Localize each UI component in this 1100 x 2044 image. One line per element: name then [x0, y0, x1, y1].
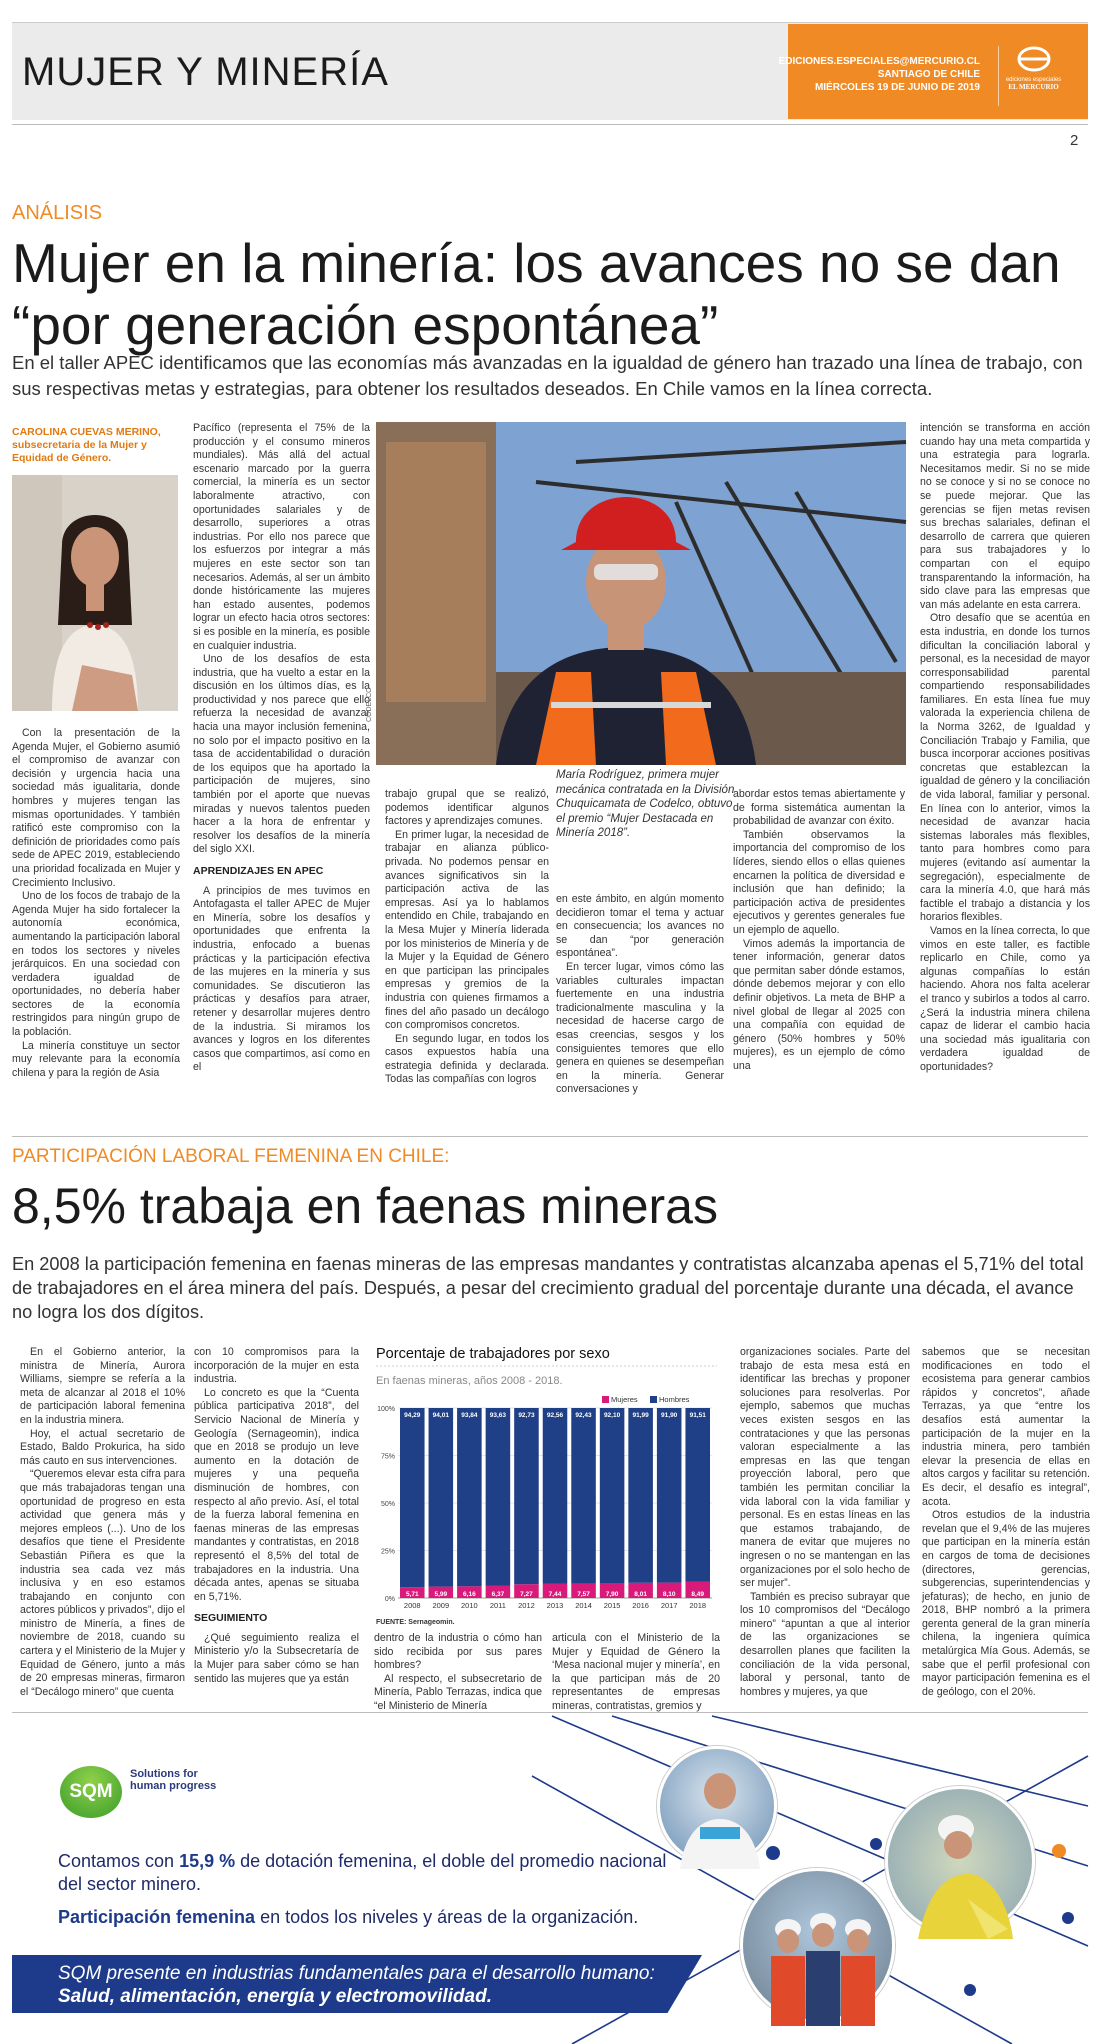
decorative-dot: [1052, 1844, 1066, 1858]
engineers-photo: [740, 1868, 895, 2023]
chart-data-label-hombres: 93,84: [461, 1412, 478, 1419]
brand-box: [778, 24, 1088, 119]
chart-bar-hombres: [486, 1408, 511, 1586]
paragraph: Otro desafío que se acentúa en esta industria, en donde los turnos dificultan la conciliación laboral y personal, es la necesidad de mayor corresponsabilidad parental compartiendo responsabilidades familiares. En esta línea fue muy valorada la experiencia chilena de la Norma 3262, de Igualdad y Conciliación Trabajo y Familia, que busca incorporar acciones positivas concretas que establezcan la igualdad de género y la conciliación de vida laboral, familiar y personal. En línea con lo anterior, vimos la necesidad de avanzar hacia sistemas laborales más flexibles, tanto para hombres como para mujeres (evitando así aumentar la segregación), especialmente de cara la minería 4.0, que hará más factible el trabajo a distancia y los horarios flexibles.: [920, 612, 1090, 924]
chart-x-tick-label: 2009: [432, 1601, 450, 1610]
chart-data-label-mujeres: 8,49: [691, 1591, 705, 1598]
chart-x-tick-label: 2018: [689, 1601, 707, 1610]
ad-banner-bold: Salud, alimentación, energía y electromovilidad.: [58, 1986, 492, 2007]
chart-title: Porcentaje de trabajadores por sexo: [376, 1346, 610, 1362]
chart-data-label-hombres: 91,99: [632, 1412, 649, 1419]
chart-x-tick-label: 2016: [632, 1601, 649, 1610]
chart-y-tick-label: 0%: [384, 1596, 395, 1603]
chart-data-label-hombres: 91,90: [661, 1412, 678, 1419]
article2-column-2: [194, 1346, 359, 1691]
paragraph: La minería constituye un sector muy relevante para la economía chilena y para la región de Asia: [12, 1039, 180, 1079]
page-number: 2: [1070, 132, 1079, 149]
article1-headline: Mujer en la minería: los avances no se dan “por generación espontánea”: [12, 232, 1061, 356]
chart-x-tick-label: 2012: [518, 1601, 535, 1610]
chart-bar-hombres: [628, 1408, 653, 1583]
article2-kicker: PARTICIPACIÓN LABORAL FEMENINA EN CHILE:: [12, 1146, 450, 1167]
chart-y-tick-label: 25%: [380, 1548, 395, 1556]
lab-worker-photo: [657, 1746, 777, 1866]
chart-legend-label: Mujeres: [611, 1395, 638, 1404]
paragraph: organizaciones sociales. Parte del trabajo de esta mesa está en identificar las brechas y proponer soluciones para resolverlas. Por ejemplo, sabemos que muchas veces existen sesgos en las contrataciones y que las personas valoran especialmente a las empresas en las que tengan proyección laboral, pero que también les permitan conciliar la vida laboral con la vida familiar y personal. Es en estas líneas en las que estamos trabajando, de manera de evitar que mujeres no ingresen o no se mantengan en las organizaciones por el solo hecho de ser mujer”.: [740, 1346, 910, 1590]
paragraph: Hoy, el actual secretario de Estado, Baldo Prokurica, ha sido más cauto en sus intervenciones.: [20, 1427, 185, 1467]
paragraph: Al respecto, el subsecretario de Minería, Pablo Terrazas, indica que “el Ministerio de Minería: [374, 1672, 542, 1712]
chart-legend-swatch: [602, 1396, 609, 1403]
chart-data-label-mujeres: 6,37: [491, 1591, 505, 1598]
ad-text: de dotación femenina, el doble del promedio nacional del sector minero.: [58, 1851, 667, 1894]
ediciones-especiales-icon: [1014, 46, 1054, 72]
chart-data-label-mujeres: 6,16: [463, 1591, 476, 1598]
paragraph: intención se transforma en acción cuando hay una meta compartida y una estrategia para lograrla. Necesitamos medir. Si no se mide no se conoce y si no se conoce no se puede mejorar. Que las gerencias se fijen metas revisen sus brechas salariales, definan el desarrollo de carrera que quieren para sus trabajadores y lo compartan con el equipo transparentando la información, ha sido clave para las empresas que van más adelante en esta carrera.: [920, 422, 1090, 611]
article2-column-5: [740, 1346, 910, 1698]
photo-credit: CODELCO: [366, 687, 373, 722]
subheading: APRENDIZAJES EN APEC: [193, 865, 324, 877]
article1-deck: En el taller APEC identificamos que las economías más avanzadas en la igualdad de género han trazado una línea de trabajo, con sus respectivas metas y estrategias, para obtener los resultados deseados. En Chile vamos en la línea correcta.: [12, 352, 1083, 399]
chart-data-label-mujeres: 7,27: [520, 1591, 533, 1598]
logo-name: EL MERCURIO: [1008, 83, 1059, 91]
chart-bar-hombres: [514, 1408, 539, 1584]
article1-column-4: [556, 893, 724, 1132]
paragraph: Vimos además la importancia de tener información, generar datos que permitan saber dónde estamos, dónde debemos mejorar y con ello definir objetivos. La meta de BHP a nivel global de llegar al 2025 con una compañía con equidad de género (50% hombres y 50% mujeres), es un ejemplo de cómo una: [733, 937, 905, 1072]
section-title: MUJER Y MINERÍA: [22, 50, 389, 94]
chart-x-tick-label: 2014: [575, 1601, 592, 1610]
paragraph: Uno de los desafíos de esta industria, que ha vuelto a estar en la discusión en los últimos días, es la productividad y nos parece que ello refuerza la necesidad de avanzar hacia una mayor inclusión femenina, no solo por el impacto positivo en la tasa de accidentabilidad o duración de los equipos que ha aportado la participación de mujeres, sino también por el aporte que nuevas miradas y nuevos talentos pueden hacer a la hora de enfrentar y resolver los desafíos de la minería del siglo XXI.: [193, 653, 370, 856]
engineers-illustration: [743, 1871, 898, 2026]
chart-data-label-mujeres: 7,44: [548, 1591, 562, 1598]
chart-svg: [374, 1344, 719, 1627]
paragraph: dentro de la industria o cómo han sido recibida por sus pares hombres?: [374, 1632, 542, 1672]
ad-banner-text: [58, 1962, 678, 2008]
decorative-dot: [1062, 1912, 1074, 1924]
article2-column-6: [922, 1346, 1090, 1698]
decorative-dot: [766, 1846, 780, 1860]
chart-bar-hombres: [685, 1408, 710, 1582]
chart-data-label-hombres: 92,56: [546, 1412, 564, 1419]
decorative-dot: [964, 1984, 976, 1996]
chart-bar-hombres: [571, 1408, 596, 1584]
chart-source: FUENTE: Sernageomin.: [376, 1619, 455, 1626]
miner-photo-illustration: [376, 422, 906, 765]
paragraph: Pacífico (representa el 75% de la producción y el consumo mineros mundiales). Más allá del actual escenario marcado por la guerra comercial, la minería es un sector laboralmente atractivo, con oportunidades salariales y de desarrollo, superiores a otras industrias. Por ello nos parece que los esfuerzos por integrar a más mujeres en este sector son tan necesarios. Además, al ser un ámbito donde históricamente las mujeres han estado ausentes, podemos lograr un efecto hacia otros sectores: si es posible en la minería, es posible en cualquier industria.: [193, 422, 370, 652]
field-worker-photo: [885, 1786, 1035, 1936]
chart-data-label-hombres: 92,10: [603, 1412, 621, 1419]
paragraph: articula con el Ministerio de la Mujer y Equidad de Género la ‘Mesa nacional mujer y minería’, en la que participan más de 20 representantes de empresas mineras, contratistas, gremios y: [552, 1632, 720, 1712]
subheading: SEGUIMIENTO: [194, 1612, 268, 1625]
article1-column-2: [193, 422, 370, 1132]
chart-x-tick-label: 2008: [403, 1601, 421, 1610]
article1-column-3: [385, 788, 549, 1132]
chart-x-tick-label: 2017: [660, 1601, 678, 1610]
paragraph: Lo concreto es que la “Cuenta pública participativa 2018”, del Servicio Nacional de Minería y Geología (Sernageomin), indica que en 2018 se produjo un leve aumento en la dotación de mujeres y una pequeña disminución de hombres, con respecto al año previo. Así, el total de la fuerza laboral femenina en faenas mineras de las empresas mandantes y contratistas, en 2018 representó el 8,5% del total de trabajadores en la industria. Una década antes, apenas se situaba en 5,71%.: [194, 1386, 359, 1603]
contact-email[interactable]: EDICIONES.ESPECIALES@MERCURIO.CL: [778, 56, 980, 67]
paragraph: “Queremos elevar esta cifra para que más trabajadoras tengan una oportunidad de progreso en esta actividad que genera más y mejores empleos (...). Uno de los desafíos que tiene el Presidente Sebastián Piñera es que la industria sea cada vez más inclusiva y en eso estamos trabajando en conjunto con actores públicos y privados”, dijo el ministro de Minería, a fines de noviembre de 2018, cuando su cartera y el Ministerio de la Mujer y Equidad de Género, junto a más de 20 empresas mineras, firmaron el “Decálogo minero” que cuenta: [20, 1468, 185, 1698]
lab-worker-illustration: [660, 1749, 780, 1869]
paragraph: En segundo lugar, en todos los casos expuestos había una estrategia definida y declarada. Todas las compañías con logros: [385, 1032, 549, 1086]
chart-bar-hombres: [457, 1408, 482, 1586]
edition-city: SANTIAGO DE CHILE: [877, 69, 980, 80]
paragraph: trabajo grupal que se realizó, podemos identificar algunos factores y aprendizajes comunes.: [385, 788, 549, 828]
author-byline: [12, 426, 177, 465]
article1-kicker: ANÁLISIS: [12, 202, 103, 224]
chart-bar-hombres: [600, 1408, 625, 1583]
photo-caption: María Rodríguez, primera mujer mecánica contratada en la División Chuquicamata de Codelco, obtuvo el premio “Mujer Destacada en Minería 2018”.: [556, 769, 735, 839]
article1-column-1: [12, 727, 180, 1132]
paragraph: ¿Qué seguimiento realiza el Ministerio y/o la Subsecretaría de la Mujer para saber cómo se han sentido las mujeres que ya están: [194, 1631, 359, 1685]
paragraph: Con la presentación de la Agenda Mujer, el Gobierno asumió el compromiso de avanzar con decisión y urgencia hacia una sociedad más igualitaria, donde hombres y mujeres tengan las mismas oportunidades. Y también ratificó este compromiso con la definición de prioridades como país sede de APEC 2019, estableciendo una prioridad focalizada en Mujer y Crecimiento Inclusivo.: [12, 727, 180, 889]
chart-legend: [602, 1395, 690, 1404]
ad-statement-2: [58, 1907, 678, 1928]
chart-x-tick-label: 2013: [546, 1601, 564, 1610]
masthead-rule: [12, 124, 1088, 125]
paragraph: Uno de los focos de trabajo de la Agenda Mujer ha sido fortalecer la autonomía económica, aumentando la participación laboral en todos los sectores y niveles jerárquicos. En una sociedad con verdadera igualdad de oportunidades, no debería haber sectores de la economía restringidos para ningún grupo de la población.: [12, 890, 180, 1039]
chart-data-label-mujeres: 5,99: [434, 1591, 448, 1598]
article1-column-5: [733, 788, 905, 1132]
paragraph: Vamos en la línea correcta, lo que vimos en este taller, es factible replicarlo en Chile, como ya algunas compañías lo están haciendo. Ahora nos falta acelerar el tranco y subirlos a todos al carro. ¿Será la industria minera chilena capaz de liderar el cambio hacia una sociedad más igualitaria con verdadera igualdad de oportunidades?: [920, 924, 1090, 1073]
paragraph: En el Gobierno anterior, la ministra de Minería, Aurora Williams, siempre se refería a la meta de alcanzar al 2018 el 10% de participación laboral femenina en la industria minera.: [20, 1346, 185, 1426]
paragraph: También es preciso subrayar que los 10 compromisos del “Decálogo minero” “apuntan a que al interior de las organizaciones se desarrollen planes que faciliten la conciliación de la vida personal, laboral y personal, tanto de hombres y mujeres, ya que: [740, 1590, 910, 1698]
ad-text: Contamos con: [58, 1851, 180, 1871]
article1-column-6: [920, 422, 1090, 1132]
paragraph: Otros estudios de la industria revelan que el 9,4% de las mujeres que participan en la minería están en cargos de toma de decisiones (directores, gerencias, subgerencias, superintendencias y jefaturas); de hecho, en junio de 2018, BHP nombró a la primera gerenta general de la gran minería chilena, la ingeniera química metalúrgica Mía Gous. Además, se sabe que el perfil profesional con mayor participación femenina es el de geólogo, con el 20%.: [922, 1509, 1090, 1698]
edition-date: MIÉRCOLES 19 DE JUNIO DE 2019: [814, 82, 980, 93]
chart-bar-hombres: [400, 1408, 425, 1587]
chart-data-label-mujeres: 5,71: [405, 1591, 419, 1598]
article2-headline: 8,5% trabaja en faenas mineras: [12, 1178, 718, 1234]
chart-y-tick-label: 50%: [380, 1501, 395, 1508]
chart-bar-hombres: [543, 1408, 568, 1584]
paragraph: También observamos la importancia del compromiso de los líderes, siendo ellos o ellas quienes encarnen la política de diversidad e inclusión que han definido; la participación activa de presidentes ejecutivos y gerentes generales fue un ejemplo de aquello.: [733, 828, 905, 936]
paragraph: sabemos que se necesitan modificaciones en todo el ecosistema para generar cambios rápidos y concretos”, añade Terrazas, ya que “entre los desafíos está aumentar la participación de la mujer en la industria minera, pero también elevar la presencia de ellas en altos cargos y facilitar su retención. Es decir, el desafío es integral”, acota.: [922, 1346, 1090, 1508]
chart-subtitle: En faenas mineras, años 2008 - 2018.: [376, 1375, 563, 1387]
article2-column-3: [374, 1632, 542, 1712]
chart-legend-label: Hombres: [659, 1395, 690, 1404]
paragraph: En primer lugar, la necesidad de trabajar en alianza público-privada. No podemos pensar en avances significativos sin la participación activa de las empresas. Así ya lo hablamos entendido en Chile, trabajando en la Mesa Mujer y Minería liderada por los ministerios de Minería y de la Mujer y la Equidad de Género en que participan las principales empresas y gremios de la industria con quienes firmamos a fines del año pasado un decálogo con compromisos concretos.: [385, 828, 549, 1032]
chart-y-tick-label: 75%: [380, 1453, 395, 1461]
decorative-dot: [870, 1838, 882, 1850]
chart-data-label-hombres: 94,01: [432, 1412, 449, 1419]
field-worker-illustration: [888, 1789, 1038, 1939]
author-name: CAROLINA CUEVAS MERINO,: [12, 426, 161, 438]
author-portrait-illustration: [12, 475, 178, 711]
sqm-tagline: Solutions for human progress: [130, 1768, 217, 1792]
paragraph: En tercer lugar, vimos cómo las variables culturales impactan fuertemente en una industria tradicionalmente masculina y la necesidad de hacerse cargo de esas creencias, sesgos y los consiguientes temores que ello genera en quienes se desempeñan en la minería. Generar conversaciones y: [556, 960, 724, 1096]
chart-y-tick-label: 100%: [377, 1406, 395, 1413]
article2-deck: En 2008 la participación femenina en faenas mineras de las empresas mandantes y contratistas alcanzaba apenas el 5,71% del total de trabajadores en el área minera del país. Después, a pesar del crecimiento gradual del porcentaje durante una década, el avance no logra los dos dígitos.: [12, 1254, 1084, 1322]
chart-data-label-mujeres: 8,01: [634, 1591, 647, 1598]
ad-divider: [12, 1712, 1088, 1713]
chart-legend-swatch: [650, 1396, 657, 1403]
article2-column-1: [20, 1346, 185, 1698]
author-role: subsecretaria de la Mujer y Equidad de Género.: [12, 439, 147, 464]
chart-data-label-hombres: 93,63: [489, 1412, 507, 1419]
ad-highlight: Participación femenina: [58, 1907, 256, 1927]
chart-bars: [400, 1408, 710, 1610]
ad-statement-1: [58, 1850, 678, 1896]
paragraph: A principios de mes tuvimos en Antofagasta el taller APEC de Mujer en Minería, sobre los desafíos y oportunidades que enfrenta la industria, enfocado a buenas prácticas y la participación efectiva de las mujeres en la minería y sus comunidades. Se discutieron las prácticas y desafíos para atraer, retener y desarrollar mujeres dentro de la industria. Si miramos los avances y logros en los diferentes casos que compartimos, así como en el: [193, 884, 370, 1074]
ad-text: en todos los niveles y áreas de la organización.: [255, 1907, 639, 1927]
chart-x-tick-label: 2010: [461, 1601, 478, 1610]
paragraph: con 10 compromisos para la incorporación de la mujer en esta industria.: [194, 1346, 359, 1386]
author-photo: [12, 475, 178, 711]
chart-bar-hombres: [429, 1408, 454, 1587]
paragraph: en este ámbito, en algún momento decidieron tomar el tema y actuar en consecuencia; los avances no se dan “por generación espontánea”.: [556, 893, 724, 960]
chart-x-tick-label: 2015: [603, 1601, 621, 1610]
chart-data-label-hombres: 91,51: [689, 1412, 706, 1419]
sqm-logo[interactable]: SQM: [60, 1766, 122, 1818]
section-divider: [12, 1136, 1088, 1137]
ad-banner-lead: SQM presente en industrias fundamentales para el desarrollo humano:: [58, 1963, 655, 1984]
chart-x-tick-label: 2011: [489, 1601, 506, 1610]
chart-data-label-mujeres: 7,57: [577, 1591, 590, 1598]
article2-column-4: [552, 1632, 720, 1712]
chart-data-label-hombres: 92,73: [518, 1412, 535, 1419]
workers-by-sex-chart: [374, 1344, 719, 1627]
main-photo: [376, 422, 906, 765]
ad-highlight: 15,9 %: [179, 1851, 236, 1871]
el-mercurio-logo: [998, 46, 1068, 106]
chart-bar-hombres: [657, 1408, 682, 1583]
logo-small-text: ediciones especiales: [1005, 77, 1062, 83]
paragraph: abordar estos temas abiertamente y de forma sistemática aumentan la probabilidad de avanzar con éxito.: [733, 788, 905, 828]
chart-data-label-hombres: 92,43: [575, 1412, 592, 1419]
chart-data-label-hombres: 94,29: [404, 1412, 421, 1419]
chart-data-label-mujeres: 7,90: [605, 1591, 619, 1598]
chart-data-label-mujeres: 8,10: [662, 1591, 676, 1598]
